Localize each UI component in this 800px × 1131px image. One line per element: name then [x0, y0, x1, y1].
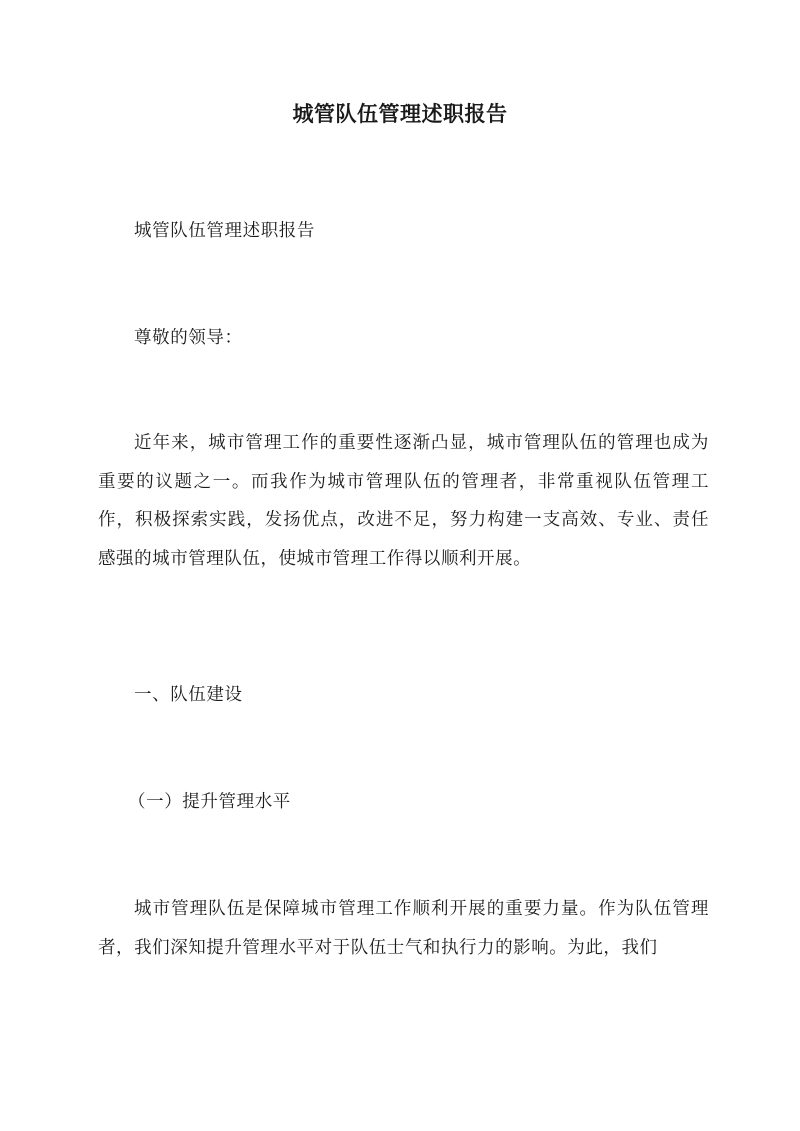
document-title: 城管队伍管理述职报告: [292, 101, 508, 126]
document-subtitle: 城管队伍管理述职报告: [134, 221, 315, 241]
subsection-heading: （一）提升管理水平: [128, 792, 291, 812]
intro-paragraph: 近年来，城市管理工作的重要性逐渐凸显，城市管理队伍的管理也成为重要的议题之一。而我作为城市管理队伍的管理者，非常重视队伍管理工作，积极探索实践，发扬优点，改进不足，努力构建一支高效、专业、责任感强的城市管理队伍，使城市管理工作得以顺利开展。: [98, 433, 709, 569]
salutation: 尊敬的领导：: [134, 328, 243, 348]
body-paragraph: 城市管理队伍是保障城市管理工作顺利开展的重要力量。作为队伍管理者，我们深知提升管理水平对于队伍士气和执行力的影响。为此，我们: [98, 899, 709, 958]
section-heading: 一、队伍建设: [134, 685, 243, 705]
